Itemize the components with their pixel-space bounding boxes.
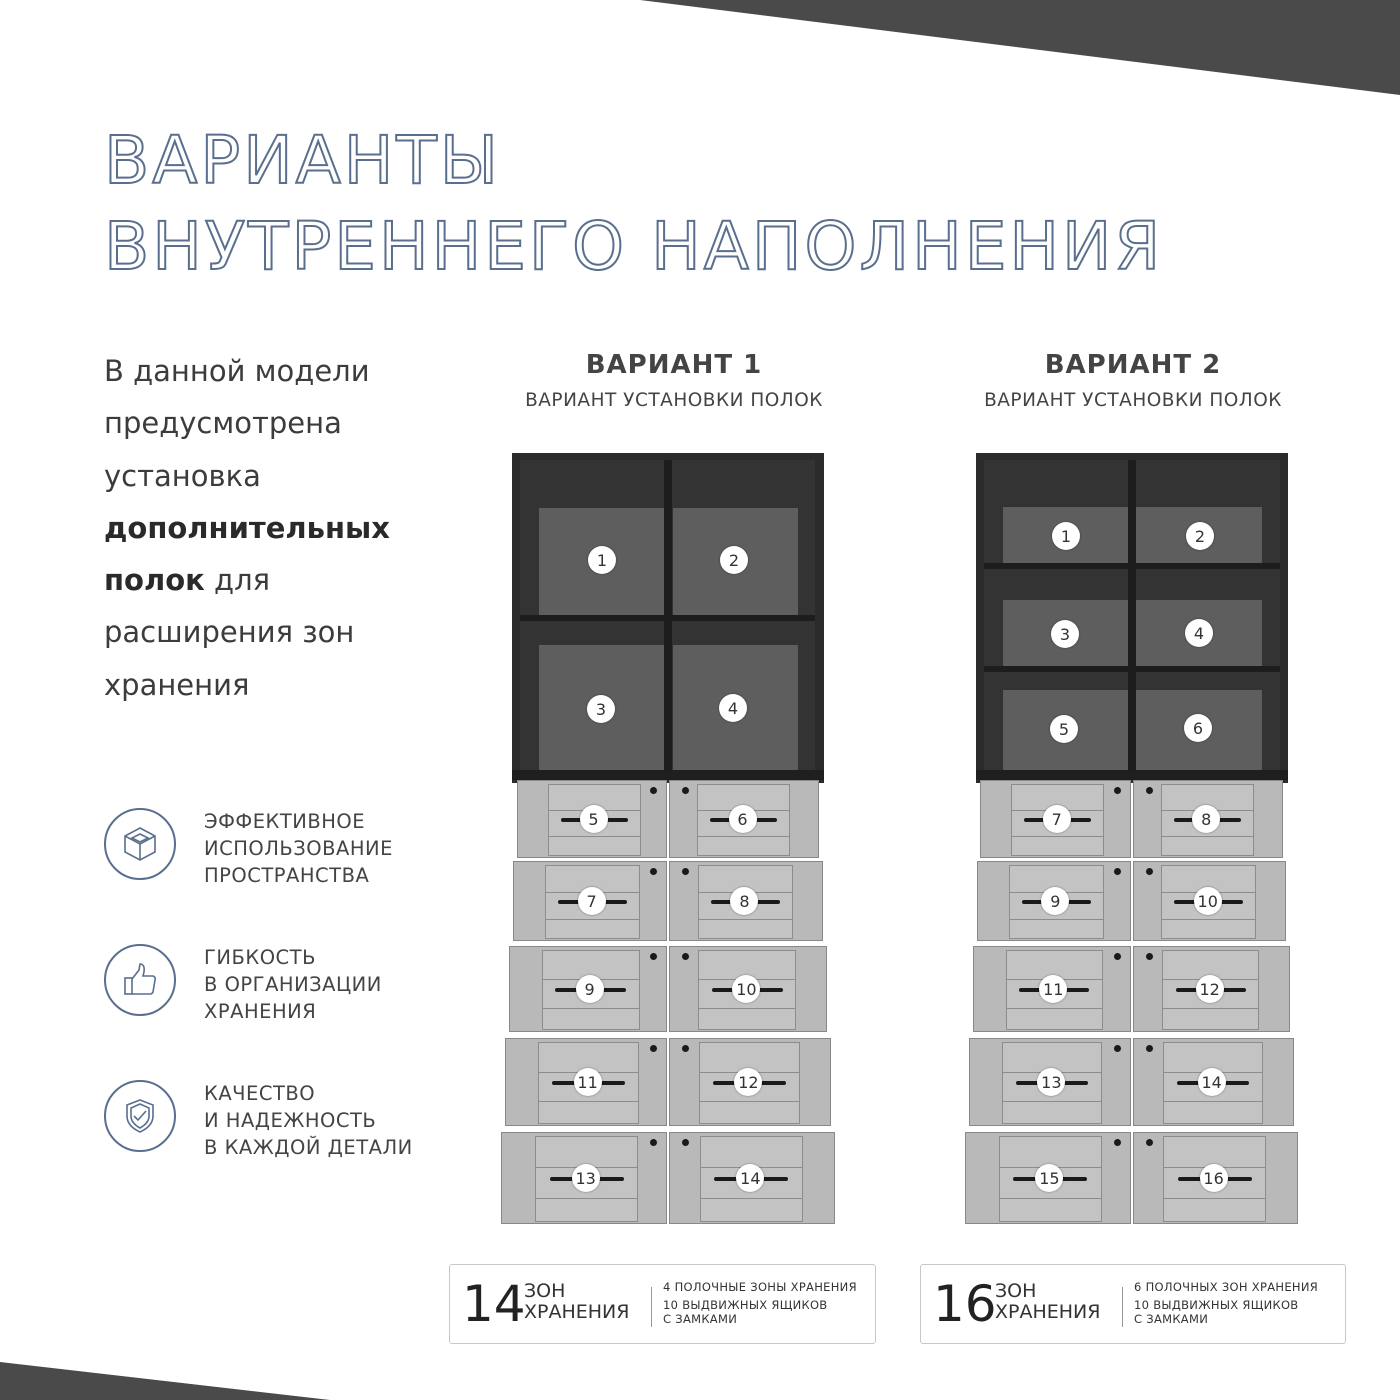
drawer-number-badge: 10 bbox=[1194, 887, 1222, 915]
drawer-number-badge: 9 bbox=[576, 975, 604, 1003]
feature-text: ЭФФЕКТИВНОЕ bbox=[204, 810, 366, 833]
shelf-number-badge: 4 bbox=[1185, 619, 1213, 647]
feature-text: И НАДЕЖНОСТЬ bbox=[204, 1109, 377, 1132]
drawer-number-badge: 6 bbox=[729, 805, 757, 833]
drawer-number-badge: 15 bbox=[1035, 1164, 1063, 1192]
page-title bbox=[104, 118, 1163, 290]
drawer-number-badge: 13 bbox=[1037, 1068, 1065, 1096]
lock-icon bbox=[1146, 868, 1153, 875]
shield-check-icon bbox=[104, 1080, 176, 1152]
drawer-number-badge: 9 bbox=[1041, 887, 1069, 915]
variant-title: ВАРИАНТ 2 bbox=[1044, 350, 1222, 380]
shelf-number-badge: 3 bbox=[587, 695, 615, 723]
intro-line: для bbox=[204, 563, 271, 598]
variant-1-heading bbox=[500, 350, 848, 411]
shelf-number-badge: 1 bbox=[1052, 522, 1080, 550]
intro-line: установка bbox=[104, 458, 261, 493]
variant-subtitle: ВАРИАНТ УСТАНОВКИ ПОЛОК bbox=[984, 390, 1282, 411]
drawer-number-badge: 12 bbox=[734, 1068, 762, 1096]
detail-line: С ЗАМКАМИ bbox=[663, 1312, 738, 1326]
lock-icon bbox=[1114, 1045, 1121, 1052]
lock-icon bbox=[650, 953, 657, 960]
shelf-number-badge: 3 bbox=[1051, 620, 1079, 648]
drawer-number-badge: 7 bbox=[1043, 805, 1071, 833]
lock-icon bbox=[650, 868, 657, 875]
cube-icon bbox=[104, 808, 176, 880]
lock-icon bbox=[650, 1045, 657, 1052]
drawer-number-badge: 14 bbox=[1198, 1068, 1226, 1096]
lock-icon bbox=[1146, 953, 1153, 960]
feature-text: В КАЖДОЙ ДЕТАЛИ bbox=[204, 1136, 413, 1159]
detail-line: 4 ПОЛОЧНЫЕ ЗОНЫ ХРАНЕНИЯ bbox=[663, 1280, 857, 1294]
variant-title: ВАРИАНТ 1 bbox=[585, 350, 763, 380]
zones-label-line: ЗОН bbox=[995, 1280, 1037, 1302]
drawer-number-badge: 14 bbox=[736, 1164, 764, 1192]
drawer-number-badge: 11 bbox=[574, 1068, 602, 1096]
shelf-number-badge: 6 bbox=[1184, 714, 1212, 742]
feature-text: КАЧЕСТВО bbox=[204, 1082, 316, 1105]
zones-count: 16 bbox=[933, 1275, 997, 1333]
lock-icon bbox=[1146, 787, 1153, 794]
divider bbox=[1122, 1287, 1123, 1327]
drawer-number-badge: 11 bbox=[1039, 975, 1067, 1003]
lock-icon bbox=[1114, 953, 1121, 960]
variant-subtitle: ВАРИАНТ УСТАНОВКИ ПОЛОК bbox=[525, 390, 823, 411]
lock-icon bbox=[682, 1139, 689, 1146]
zones-label-line: ХРАНЕНИЯ bbox=[524, 1301, 630, 1323]
lock-icon bbox=[1146, 1139, 1153, 1146]
zones-label-line: ХРАНЕНИЯ bbox=[995, 1301, 1101, 1323]
zones-label-line: ЗОН bbox=[524, 1280, 566, 1302]
drawer-number-badge: 7 bbox=[578, 887, 606, 915]
intro-line: В данной модели bbox=[104, 354, 370, 388]
lock-icon bbox=[682, 953, 689, 960]
title-line-2: ВНУТРЕННЕГО НАПОЛНЕНИЯ bbox=[104, 208, 1164, 285]
shelf-number-badge: 5 bbox=[1050, 715, 1078, 743]
lock-icon bbox=[650, 1139, 657, 1146]
variant-2-heading bbox=[958, 350, 1308, 411]
intro-text bbox=[104, 345, 434, 711]
lock-icon bbox=[682, 1045, 689, 1052]
title-line-1: ВАРИАНТЫ bbox=[104, 122, 501, 199]
summary-variant-1 bbox=[449, 1264, 876, 1344]
zones-label bbox=[524, 1281, 629, 1323]
detail-line: 6 ПОЛОЧНЫХ ЗОН ХРАНЕНИЯ bbox=[1134, 1280, 1319, 1294]
intro-line: предусмотрена bbox=[104, 406, 342, 441]
zones-detail bbox=[663, 1278, 857, 1332]
shelf-number-badge: 2 bbox=[1186, 522, 1214, 550]
lock-icon bbox=[682, 868, 689, 875]
detail-line: 10 ВЫДВИЖНЫХ ЯЩИКОВ bbox=[663, 1298, 828, 1312]
zones-detail bbox=[1134, 1278, 1318, 1332]
shelf-number-badge: 1 bbox=[588, 546, 616, 574]
divider bbox=[651, 1287, 652, 1327]
lock-icon bbox=[1114, 787, 1121, 794]
thumbs-up-icon bbox=[104, 944, 176, 1016]
detail-line: 10 ВЫДВИЖНЫХ ЯЩИКОВ bbox=[1134, 1298, 1299, 1312]
drawer-number-badge: 13 bbox=[572, 1164, 600, 1192]
shelf-number-badge: 4 bbox=[719, 694, 747, 722]
feature-text: В ОРГАНИЗАЦИИ bbox=[204, 973, 382, 996]
lock-icon bbox=[1146, 1045, 1153, 1052]
intro-line-bold: полок bbox=[104, 563, 205, 598]
intro-line-bold: дополнительных bbox=[104, 510, 390, 545]
drawer-number-badge: 16 bbox=[1200, 1164, 1228, 1192]
drawer-number-badge: 8 bbox=[1192, 805, 1220, 833]
feature-text: ИСПОЛЬЗОВАНИЕ bbox=[204, 837, 393, 860]
summary-variant-2 bbox=[920, 1264, 1346, 1344]
drawer-number-badge: 10 bbox=[732, 975, 760, 1003]
detail-line: С ЗАМКАМИ bbox=[1134, 1312, 1209, 1326]
feature-text: ГИБКОСТЬ bbox=[204, 946, 316, 969]
zones-count: 14 bbox=[462, 1275, 526, 1333]
intro-line: расширения зон bbox=[104, 615, 355, 650]
drawer-number-badge: 8 bbox=[730, 887, 758, 915]
lock-icon bbox=[650, 787, 657, 794]
drawer-number-badge: 12 bbox=[1196, 975, 1224, 1003]
feature-text: ПРОСТРАНСТВА bbox=[204, 864, 370, 887]
feature-text: ХРАНЕНИЯ bbox=[204, 1000, 317, 1023]
lock-icon bbox=[1114, 868, 1121, 875]
zones-label bbox=[995, 1281, 1100, 1323]
intro-line: хранения bbox=[104, 667, 250, 702]
lock-icon bbox=[682, 787, 689, 794]
shelf-number-badge: 2 bbox=[720, 546, 748, 574]
drawer-number-badge: 5 bbox=[580, 805, 608, 833]
lock-icon bbox=[1114, 1139, 1121, 1146]
